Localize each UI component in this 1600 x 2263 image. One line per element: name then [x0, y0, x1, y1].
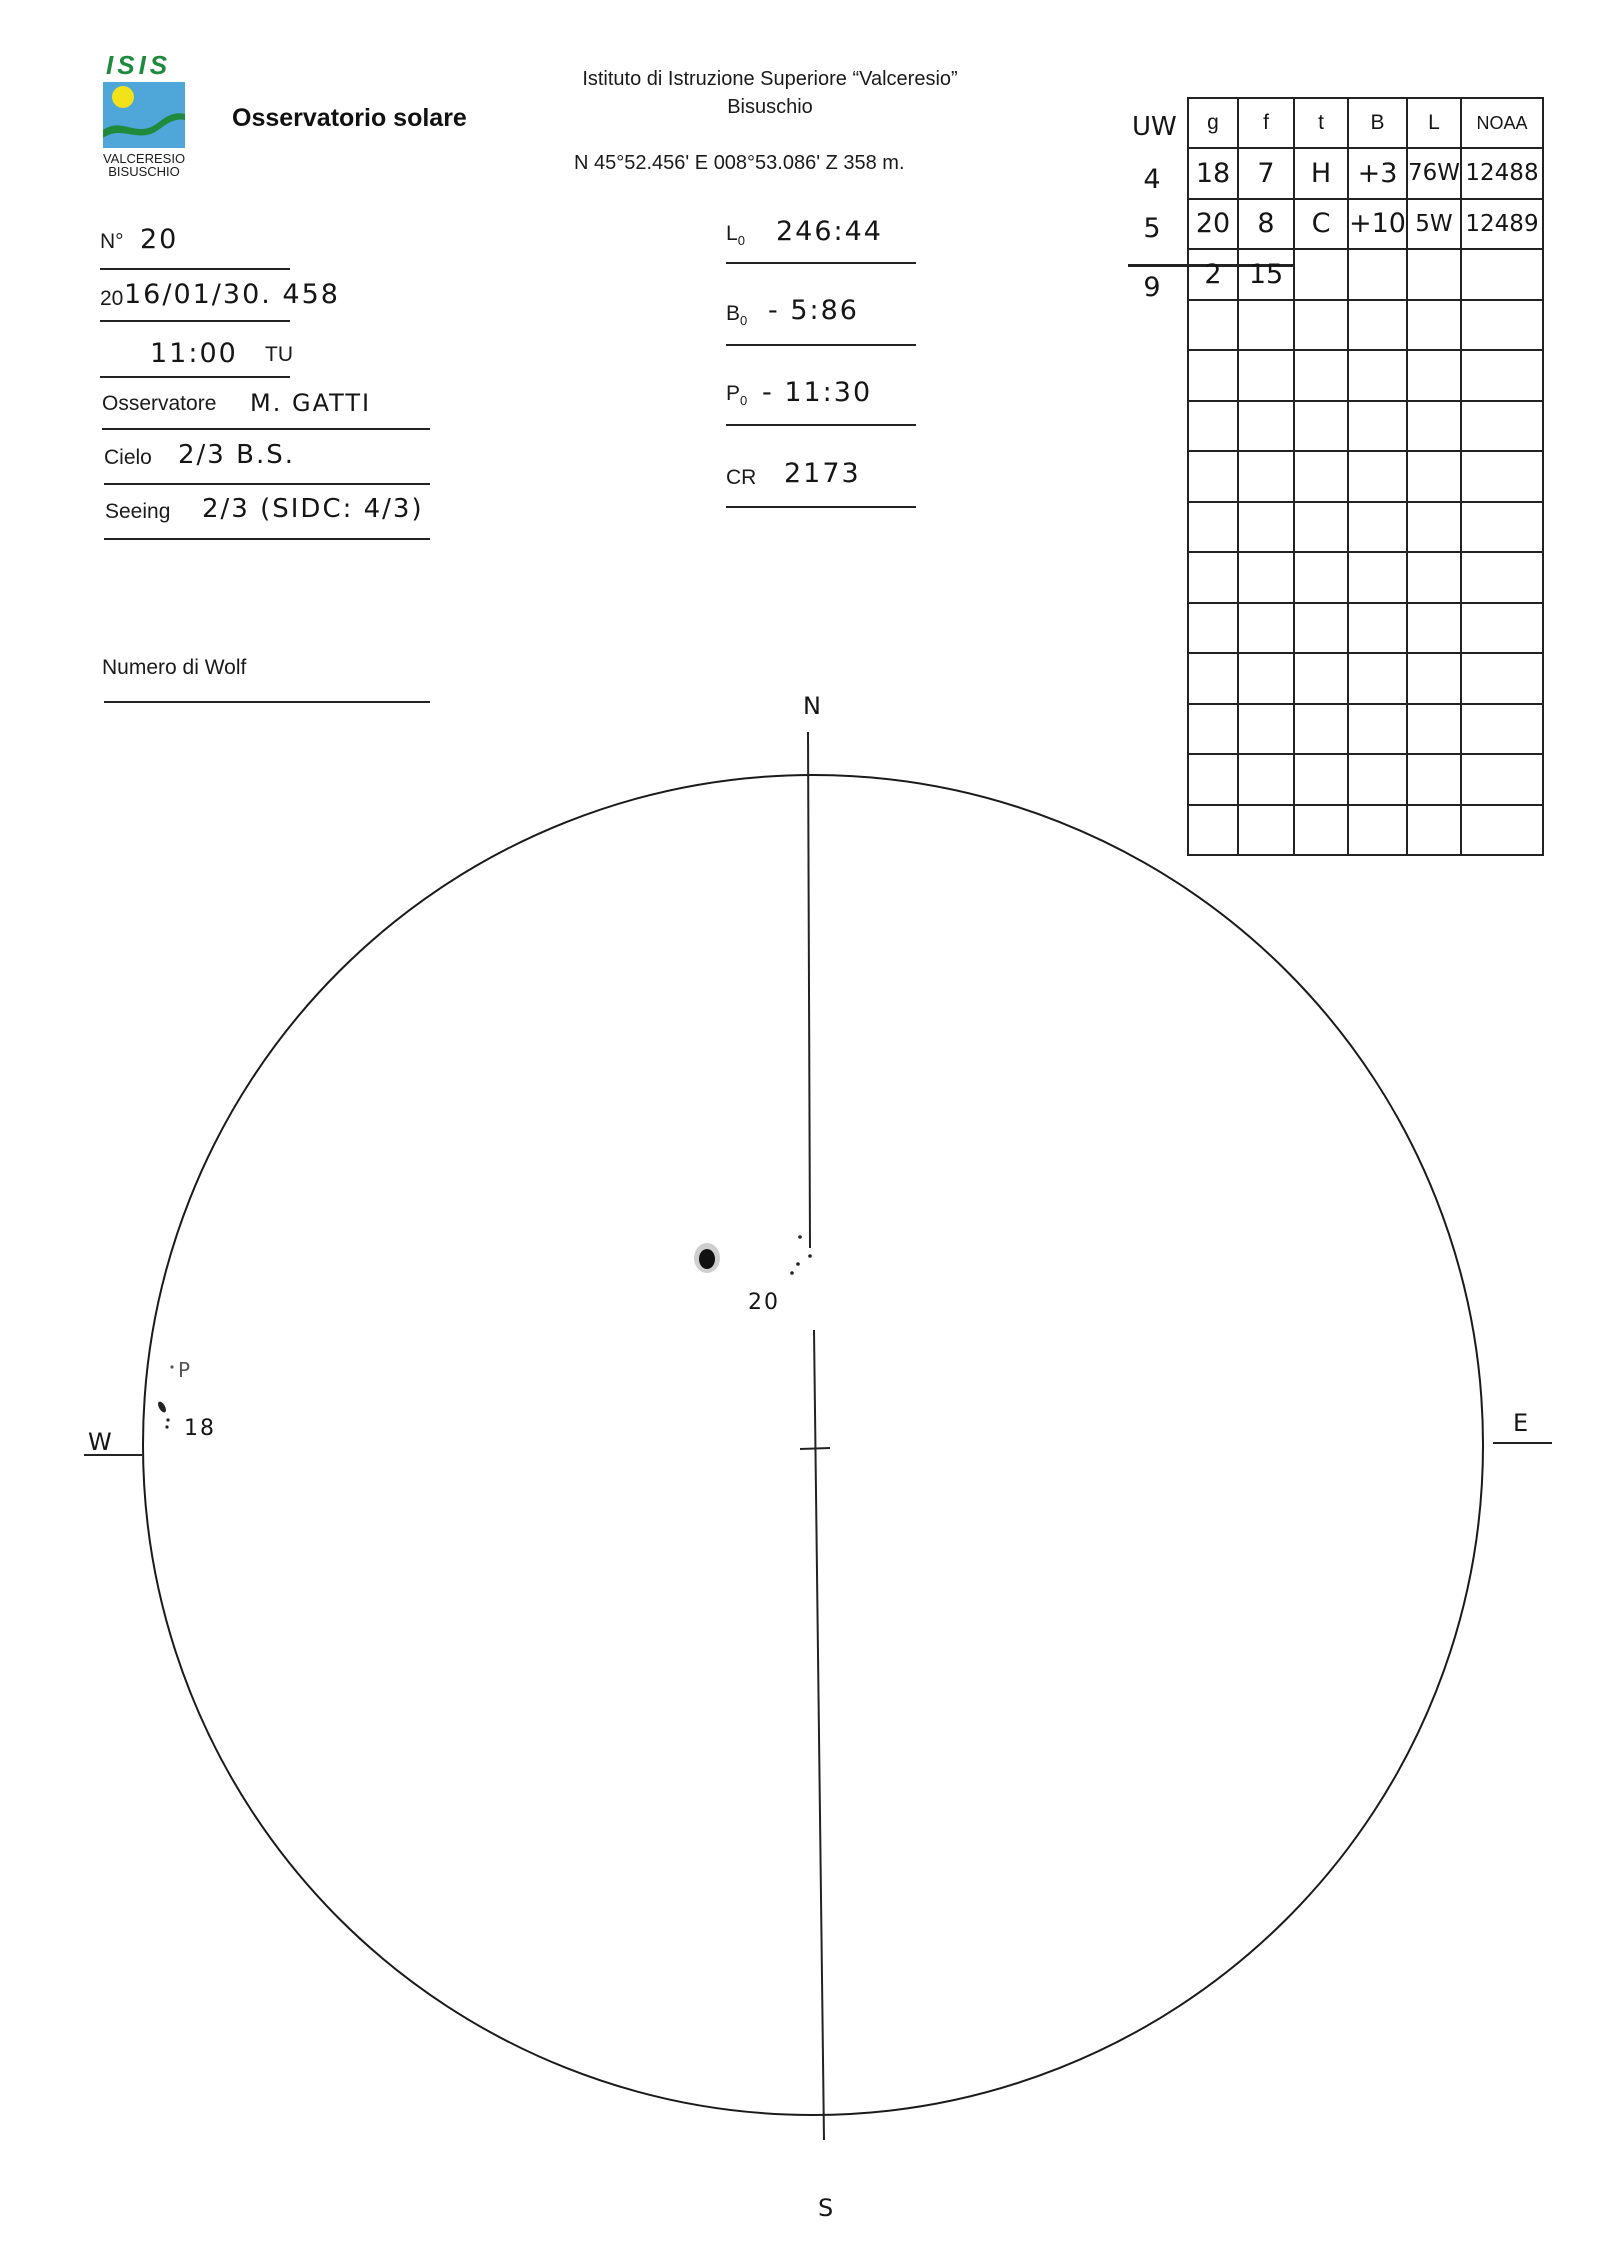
sky-value: 2/3 B.S.: [178, 440, 295, 470]
facula-marker-dot: [170, 1365, 173, 1368]
observatory-title: Osservatorio solare: [232, 104, 467, 132]
time-value: 11:00: [150, 338, 238, 369]
table-cell: 18: [1188, 148, 1238, 199]
uw-value-sum: 9: [1143, 272, 1161, 303]
col-header-f: f: [1238, 98, 1294, 148]
uw-value-2: 5: [1143, 213, 1161, 244]
logo-wordmark: ISIS: [106, 50, 172, 80]
cr-value: 2173: [784, 458, 861, 489]
table-cell: +10: [1348, 199, 1407, 250]
b0-label: $B_0$: [726, 302, 748, 329]
p0-value: - 11:30: [762, 377, 873, 408]
sunspot-20-pore: [790, 1271, 794, 1275]
group-18-marker: P: [178, 1358, 193, 1382]
wolf-label: Numero di Wolf: [102, 656, 247, 679]
solar-disk-outline: [143, 775, 1483, 2115]
site-coordinates: N 45°52.456' E 008°53.086' Z 358 m.: [574, 152, 905, 174]
institute-name: Istituto di Istruzione Superiore “Valceresio”: [582, 68, 958, 90]
cr-label: CR: [726, 466, 757, 489]
group-18-label: 18: [184, 1416, 216, 1441]
table-cell: H: [1294, 148, 1348, 199]
sunspot-20-umbra: [699, 1249, 715, 1269]
col-header-l: L: [1407, 98, 1461, 148]
north-axis-upper: [808, 732, 810, 1248]
table-cell: +3: [1348, 148, 1407, 199]
l0-value: 246:44: [776, 216, 883, 247]
observer-label: Osservatore: [102, 392, 217, 415]
p0-label: $P_0$: [726, 382, 748, 409]
north-label: N: [803, 692, 823, 720]
l0-label: $L_0$: [726, 222, 745, 249]
col-header-g: g: [1188, 98, 1238, 148]
logo-subtitle-1: VALCERESIO: [102, 151, 186, 166]
center-cross-horizontal: [800, 1448, 830, 1449]
south-axis-lower: [814, 1330, 824, 2140]
west-label: W: [88, 1428, 114, 1456]
south-label: S: [818, 2194, 836, 2222]
table-cell: 7: [1238, 148, 1294, 199]
table-cell: 15: [1238, 249, 1294, 300]
table-cell: 12489: [1461, 199, 1543, 250]
east-label: E: [1513, 1409, 1531, 1437]
sunspot-20-pore: [798, 1235, 802, 1239]
seeing-label: Seeing: [105, 500, 171, 523]
logo-subtitle-2: BISUSCHIO: [108, 164, 180, 179]
number-value: 20: [140, 224, 179, 255]
group-20-label: 20: [748, 1290, 780, 1315]
time-unit: TU: [265, 343, 293, 366]
uw-header: UW: [1132, 112, 1177, 142]
date-value: 16/01/30. 458: [124, 279, 340, 310]
institute-town: Bisuschio: [727, 96, 813, 118]
number-label: N°: [100, 230, 124, 253]
table-cell: 8: [1238, 199, 1294, 250]
table-cell: C: [1294, 199, 1348, 250]
table-cell: 2: [1188, 249, 1238, 300]
table-cell: 12488: [1461, 148, 1543, 199]
observer-value: M. GATTI: [250, 389, 372, 417]
table-cell: 5W: [1407, 199, 1461, 250]
sunspot-18-pore: [166, 1418, 169, 1421]
sunspot-20-pore: [808, 1254, 812, 1258]
sunspot-18-pore: [165, 1425, 168, 1428]
table-cell: 20: [1188, 199, 1238, 250]
table-cell: 76W: [1407, 148, 1461, 199]
col-header-b: B: [1348, 98, 1407, 148]
uw-value-1: 4: [1143, 164, 1161, 195]
sky-label: Cielo: [104, 446, 152, 469]
seeing-value: 2/3 (SIDC: 4/3): [202, 494, 424, 524]
sunspot-18-spot: [156, 1400, 167, 1413]
b0-value: - 5:86: [768, 295, 859, 326]
col-header-t: t: [1294, 98, 1348, 148]
date-prefix: 20: [100, 287, 124, 310]
col-header-noaa: NOAA: [1461, 98, 1543, 148]
sunspot-20-pore: [796, 1262, 800, 1266]
